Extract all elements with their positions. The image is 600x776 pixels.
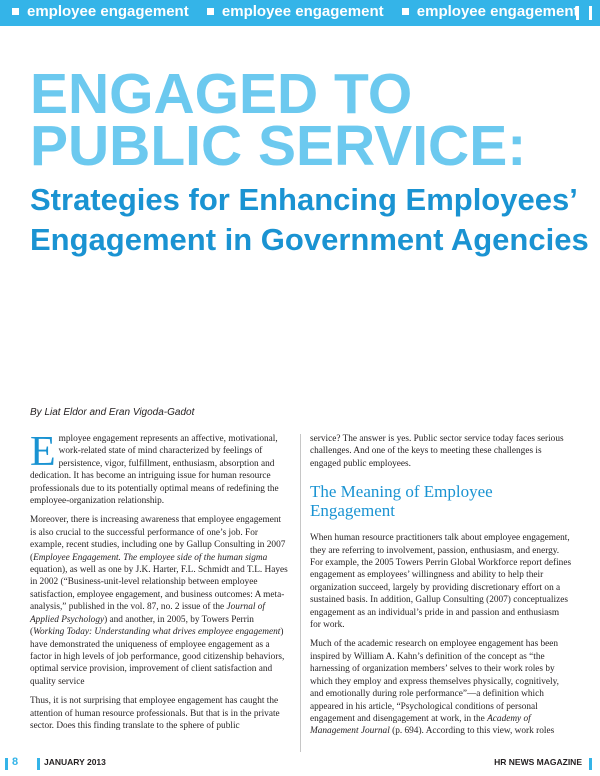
paragraph xyxy=(310,638,572,737)
byline: By Liat Eldor and Eran Vigoda-Gadot xyxy=(30,407,195,418)
paragraph: service? The answer is yes. Public sector service today faces serious challenges. And one of the keys to meeting these challenges is engaged public employees. xyxy=(310,434,564,469)
title-line-2: PUBLIC SERVICE: xyxy=(30,114,527,178)
paragraph-text: (p. 694). According to this view, work roles xyxy=(389,726,555,737)
page-number: 8 xyxy=(12,756,19,768)
citation-title: Journal of Applied Psychology xyxy=(30,602,265,625)
title-line-1: ENGAGED TO xyxy=(30,62,413,126)
paragraph: When human resource practitioners talk about employee engagement, they are referring to involvement, passion, enthusiasm, and energy. For example, the 2005 Towers Perrin Global Workforce report defines engagement as employees’ willingness and ability to help their organization succeed, largely by providing discretionary effort on a sustained basis. In addition, Gallup Consulting (2007) conceptualizes engagement as an individual’s pride in and passion and enthusiasm for work. xyxy=(310,533,572,631)
issue-date: JANUARY 2013 xyxy=(44,757,106,767)
paragraph-text: Much of the academic research on employee engagement has been inspired by William A. Kahn’s definition of the concept as “the harnessing of organization members’ selves to their work roles by which they employ and express themselves physically, cognitively, and emotionally during role performance”—a definition which appeared in his article, “Psychological conditions of personal engagement and disengagement at work, in the xyxy=(310,639,559,724)
column-divider xyxy=(300,434,301,752)
banner-row xyxy=(12,3,593,20)
left-column xyxy=(30,429,288,739)
footer-bar xyxy=(5,758,8,770)
header-banner xyxy=(0,0,600,26)
magazine-name: HR NEWS MAGAZINE xyxy=(494,757,582,767)
paragraph xyxy=(30,429,288,507)
footer-bar xyxy=(589,758,592,770)
paragraph: Thus, it is not surprising that employee engagement has caught the attention of human resource professionals. But that is in the private sector. Does this finding translate to the sphere of public xyxy=(30,696,280,731)
citation-title: Employee Engagement. The employee side of the human sigma xyxy=(33,552,268,563)
section-heading: The Meaning of Employee Engagement xyxy=(310,482,493,521)
paragraph-text: Moreover, there is increasing awareness that employee engagement is also crucial to the successful performance of one’s job. For example, recent studies, including one by Gallup Consulting in 2007 ( xyxy=(30,515,286,563)
paragraph-text: equation), as well as one by J.K. Harter, F.L. Schmidt and T.L. Hayes in 2002 (“Business-unit-level relationship between employee satisfaction, employee engagement, and business outcomes: A meta-analysis,” published in the vol. 87, no. 2 issue of the xyxy=(30,565,288,613)
banner-label: employee engagement xyxy=(416,3,579,20)
paragraph-text: ) have demonstrated the uniqueness of employee engagement as a factor in high levels of job performance, good citizenship behaviors, optimal service provision, improvement of client satisfaction and quality service xyxy=(30,627,285,687)
banner-label: employee engagement xyxy=(221,3,384,20)
paragraph-text: ) and another, in 2005, by Towers Perrin ( xyxy=(30,614,254,638)
double-bar-icon xyxy=(576,6,592,20)
citation-title: Academy of Management Journal xyxy=(310,713,531,737)
square-bullet-icon xyxy=(207,8,214,15)
page-footer xyxy=(0,753,600,771)
subtitle: Strategies for Enhancing Employees’ Engagement in Government Agencies xyxy=(30,182,589,257)
citation-title: Working Today: Understanding what drives employee engagement xyxy=(33,627,281,638)
square-bullet-icon xyxy=(402,8,409,15)
paragraph-text: mployee engagement represents an affective, motivational, work-related state of mind characterized by feelings of persistence, vigor, fulfillment, enthusiasm, absorption and dedication. It has become an intriguing issue for human resource professionals due to its potentially optimal means of redefining the employee-organization relationship. xyxy=(30,434,279,507)
drop-cap: E xyxy=(30,429,56,475)
right-column xyxy=(310,433,572,745)
square-bullet-icon xyxy=(12,8,19,15)
paragraph xyxy=(30,514,288,688)
banner-label: employee engagement xyxy=(27,3,189,20)
footer-bar xyxy=(37,758,40,770)
